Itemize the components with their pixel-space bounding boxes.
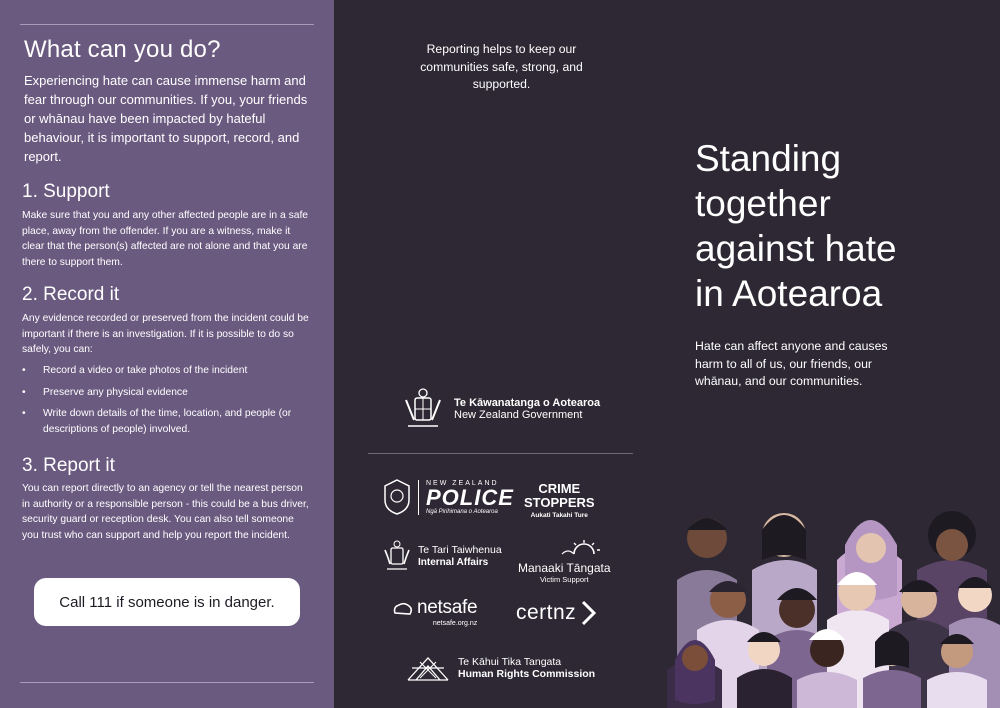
certnz-logo [516, 600, 598, 626]
netsafe-wordmark: netsafe [417, 597, 478, 618]
record-heading: 2. Record it [22, 284, 120, 305]
right-panel [667, 0, 1000, 708]
internal-affairs-logo [382, 540, 502, 572]
list-item: • Preserve any physical evidence [22, 385, 312, 401]
crime-stoppers-maori-text: Aukati Takahi Ture [530, 512, 588, 519]
gov-english-name: New Zealand Government [454, 409, 583, 421]
netsafe-url: netsafe.org.nz [432, 620, 478, 627]
top-divider [20, 24, 314, 25]
crime-text: CRIME [538, 481, 581, 496]
police-maori-text: Ngā Pirihimana o Aotearoa [426, 508, 498, 515]
call-111-callout: Call 111 if someone is in danger. [34, 578, 300, 626]
report-heading: 3. Report it [22, 455, 115, 476]
report-text: You can report directly to an agency or tell the nearest person in authority or a responsible person - this could be a bus driver, security guard or reception desk. You can also tell someone you trust who can support and help you report the incident. [22, 483, 309, 541]
victim-maori-text: Manaaki Tāngata [518, 561, 611, 575]
police-name-text: POLICE [426, 484, 514, 510]
what-can-you-do-heading: What can you do? [24, 36, 221, 63]
record-text: Any evidence recorded or preserved from the incident could be important if there is an investigation. If it is possible to do so safely, you can: [22, 313, 309, 355]
stoppers-text: STOPPERS [524, 495, 595, 510]
bottom-divider [20, 682, 314, 683]
sunrise-icon [560, 538, 604, 556]
hrc-maori-text: Te Kāhui Tika Tangata [458, 656, 562, 668]
chevron-right-icon [580, 600, 598, 626]
victim-support-logo [518, 538, 611, 584]
record-bullet-list [22, 363, 312, 443]
list-item: • Write down details of the time, location, and people (or descriptions of people) involved. [22, 406, 312, 437]
gov-maori-name: Te Kāwanatanga o Aotearoa [454, 397, 601, 409]
diverse-people-illustration [667, 500, 1000, 708]
netsafe-logo [392, 597, 477, 627]
hrc-english-text: Human Rights Commission [458, 668, 596, 680]
coat-of-arms-icon [400, 386, 446, 432]
cover-title [695, 136, 985, 316]
police-country-text: NEW ZEALAND [426, 479, 499, 487]
nz-police-logo [382, 478, 514, 516]
woven-pattern-icon [406, 654, 450, 682]
middle-panel [334, 0, 667, 708]
title-line: together [695, 183, 831, 224]
title-line: against hate [695, 228, 897, 269]
list-item: • Record a video or take photos of the incident [22, 363, 312, 379]
coat-of-arms-icon [382, 540, 412, 572]
dia-english-text: Internal Affairs [418, 557, 489, 568]
human-rights-commission-logo [406, 654, 595, 682]
logo-divider [368, 453, 633, 454]
title-line: in Aotearoa [695, 273, 883, 314]
crime-stoppers-logo [524, 482, 595, 519]
netsafe-icon [392, 599, 414, 617]
intro-text: Experiencing hate can cause immense harm and fear through our communities. If you, your friends or whānau have been impacted by hateful behaviour, it is important to support, record, and report. [24, 73, 308, 164]
support-heading: 1. Support [22, 181, 110, 202]
support-text: Make sure that you and any other affected people are in a safe place, away from the offender. If you are a witness, make it clear that the person(s) affected are not alone and that you are there to support them. [22, 210, 309, 268]
reporting-text: Reporting helps to keep our communities safe, strong, and supported. [420, 42, 583, 91]
dia-maori-text: Te Tari Taiwhenua [418, 544, 502, 556]
title-line: Standing [695, 138, 842, 179]
victim-english-text: Victim Support [539, 575, 589, 584]
certnz-wordmark: certnz [516, 601, 577, 624]
nz-government-logo [400, 386, 600, 432]
left-panel [0, 0, 334, 708]
police-badge-icon [382, 478, 412, 516]
cover-description: Hate can affect anyone and causes harm to all of us, our friends, our whānau, and our communities. [695, 339, 888, 388]
